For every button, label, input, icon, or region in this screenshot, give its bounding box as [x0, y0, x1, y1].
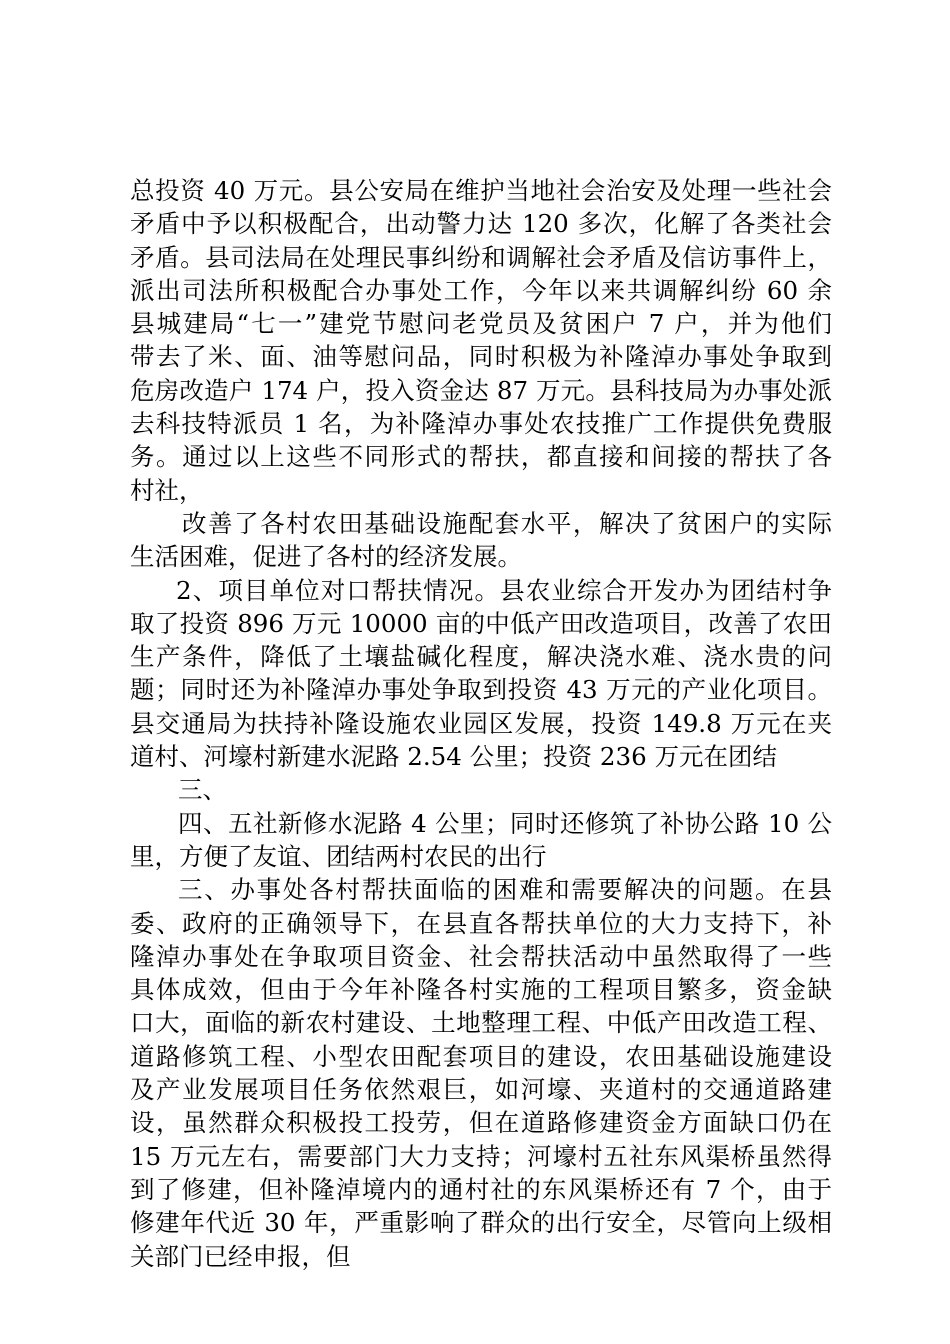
text-line: 设，虽然群众积极投工投劳，但在道路修建资金方面缺口仍在 [130, 1108, 832, 1138]
text-line: 修建年代近 30 年，严重影响了群众的出行安全，尽管向上级相 [130, 1208, 832, 1238]
text-line: 关部门已经申报，但 [130, 1241, 351, 1271]
text-line: 题；同时还为补隆淖办事处争取到投资 43 万元的产业化项目。 [130, 675, 832, 705]
text-line: 去科技特派员 1 名，为补隆淖办事处农技推广工作提供免费服 [130, 409, 832, 439]
text-line: 2、项目单位对口帮扶情况。县农业综合开发办为团结村争 [176, 575, 832, 605]
text-line: 县交通局为扶持补隆设施农业园区发展，投资 149.8 万元在夹 [130, 708, 832, 738]
text-line: 道路修筑工程、小型农田配套项目的建设，农田基础设施建设 [130, 1041, 832, 1071]
text-line: 口大，面临的新农村建设、土地整理工程、中低产田改造工程、 [130, 1008, 832, 1038]
text-line: 矛盾中予以积极配合，出动警力达 120 多次，化解了各类社会 [130, 209, 832, 239]
text-line: 四、五社新修水泥路 4 公里；同时还修筑了补协公路 10 公 [178, 808, 832, 838]
text-line: 生活困难，促进了各村的经济发展。 [130, 542, 522, 572]
text-line: 里，方便了友谊、团结两村农民的出行 [130, 841, 547, 871]
text-line: 县城建局“七一”建党节慰问老党员及贫困户 7 户，并为他们 [130, 309, 832, 339]
text-line: 15 万元左右，需要部门大力支持；河壕村五社东风渠桥虽然得 [130, 1141, 832, 1171]
text-line: 委、政府的正确领导下，在县直各帮扶单位的大力支持下，补 [130, 908, 832, 938]
text-line: 村社， [130, 475, 204, 505]
text-line: 总投资 40 万元。县公安局在维护当地社会治安及处理一些社会 [130, 176, 832, 205]
text-line: 务。通过以上这些不同形式的帮扶，都直接和间接的帮扶了各 [130, 442, 832, 472]
text-line: 及产业发展项目任务依然艰巨，如河壕、夹道村的交通道路建 [130, 1075, 832, 1105]
text-line: 生产条件，降低了土壤盐碱化程度，解决浇水难、浇水贵的问 [130, 642, 832, 672]
text-line: 具体成效，但由于今年补隆各村实施的工程项目繁多，资金缺 [130, 975, 832, 1005]
document-body [130, 174, 832, 1273]
text-line: 三、办事处各村帮扶面临的困难和需要解决的问题。在县 [178, 875, 832, 905]
text-line: 派出司法所积极配合办事处工作，今年以来共调解纠纷 60 余 [130, 275, 832, 305]
text-line: 危房改造户 174 户，投入资金达 87 万元。县科技局为办事处派 [130, 375, 832, 405]
text-line: 三、 [178, 775, 227, 805]
text-line: 带去了米、面、油等慰问品，同时积极为补隆淖办事处争取到 [130, 342, 832, 372]
text-line: 取了投资 896 万元 10000 亩的中低产田改造项目，改善了农田 [130, 608, 832, 638]
text-line: 矛盾。县司法局在处理民事纠纷和调解社会矛盾及信访事件上， [130, 242, 832, 272]
text-line: 隆淖办事处在争取项目资金、社会帮扶活动中虽然取得了一些 [130, 941, 832, 971]
text-line: 道村、河壕村新建水泥路 2.54 公里；投资 236 万元在团结 [130, 742, 777, 772]
text-line: 到了修建，但补隆淖境内的通村社的东风渠桥还有 7 个，由于 [130, 1174, 832, 1204]
text-line: 改善了各村农田基础设施配套水平，解决了贫困户的实际 [182, 508, 832, 538]
